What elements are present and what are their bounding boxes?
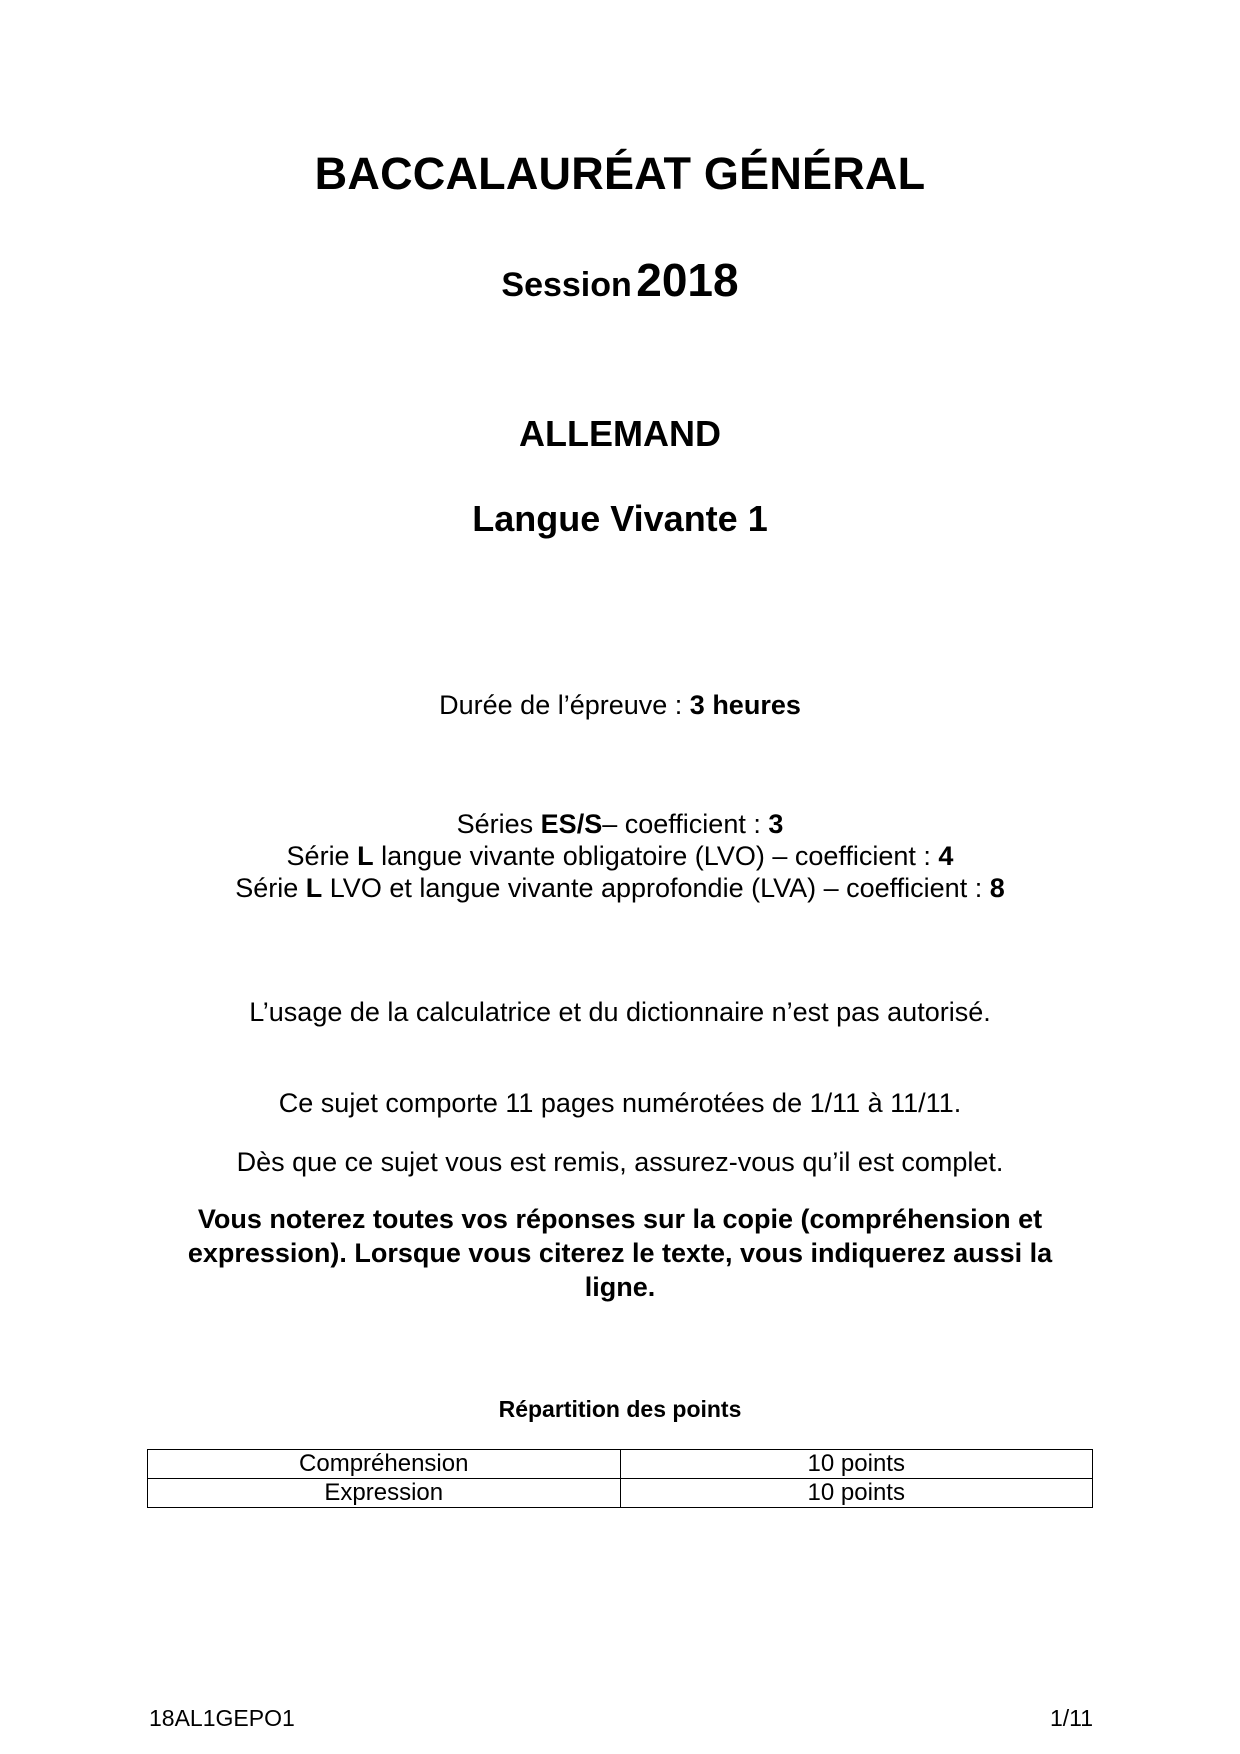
- instructions-line: Vous noterez toutes vos réponses sur la copie (compréhension et: [197, 1204, 1043, 1234]
- session-year: 2018: [636, 254, 739, 306]
- duration-value: 3 heures: [689, 690, 801, 720]
- table-row: [148, 1479, 1093, 1508]
- session-line: [0, 253, 1240, 307]
- instructions-line: ligne.: [584, 1272, 656, 1302]
- duration-line: [0, 689, 1240, 721]
- coefficient-value: 4: [938, 841, 954, 871]
- language-level: Langue Vivante 1: [472, 498, 768, 539]
- series-line-text: Séries: [456, 809, 541, 839]
- series-line-text: LVO et langue vivante approfondie (LVA) – coefficient :: [322, 873, 990, 903]
- coefficient-value: 3: [768, 809, 784, 839]
- series-name: L: [357, 841, 374, 871]
- usage-notice: L’usage de la calculatrice et du dictionnaire n’est pas autorisé.: [249, 997, 991, 1027]
- table-cell-part: Compréhension: [148, 1450, 621, 1479]
- series-name: S: [584, 809, 603, 839]
- series-line-l-lva: [0, 872, 1240, 904]
- table-row: [148, 1450, 1093, 1479]
- page-count-notice: Ce sujet comporte 11 pages numérotées de 1/11 à 11/11.: [278, 1088, 962, 1118]
- answer-instructions: [0, 1202, 1240, 1304]
- coefficient-value: 8: [989, 873, 1005, 903]
- completeness-notice: Dès que ce sujet vous est remis, assurez-vous qu’il est complet.: [236, 1147, 1004, 1177]
- series-coefficients: [0, 808, 1240, 904]
- table-cell-points: 10 points: [620, 1450, 1093, 1479]
- series-line-text: – coefficient :: [602, 809, 769, 839]
- exam-title: BACCALAURÉAT GÉNÉRAL: [314, 148, 926, 199]
- series-line-es-s: [0, 808, 1240, 840]
- series-line-text: Série: [235, 873, 306, 903]
- session-label: Session: [501, 266, 632, 304]
- page-number: 1/11: [1049, 1705, 1093, 1731]
- series-separator: /: [576, 809, 585, 839]
- duration-label: Durée de l’épreuve :: [439, 690, 690, 720]
- points-distribution-table: [147, 1449, 1093, 1508]
- points-distribution-title: Répartition des points: [498, 1396, 742, 1422]
- series-name: ES: [540, 809, 577, 839]
- table-cell-points: 10 points: [620, 1479, 1093, 1508]
- series-line-text: langue vivante obligatoire (LVO) – coefficient :: [373, 841, 939, 871]
- subject-title: ALLEMAND: [519, 413, 721, 454]
- series-line-l-lvo: [0, 840, 1240, 872]
- table-cell-part: Expression: [148, 1479, 621, 1508]
- series-line-text: Série: [286, 841, 358, 871]
- instructions-line: expression). Lorsque vous citerez le texte, vous indiquerez aussi la: [187, 1238, 1053, 1268]
- subject-code: 18AL1GEPO1: [149, 1705, 295, 1731]
- series-name: L: [305, 873, 323, 903]
